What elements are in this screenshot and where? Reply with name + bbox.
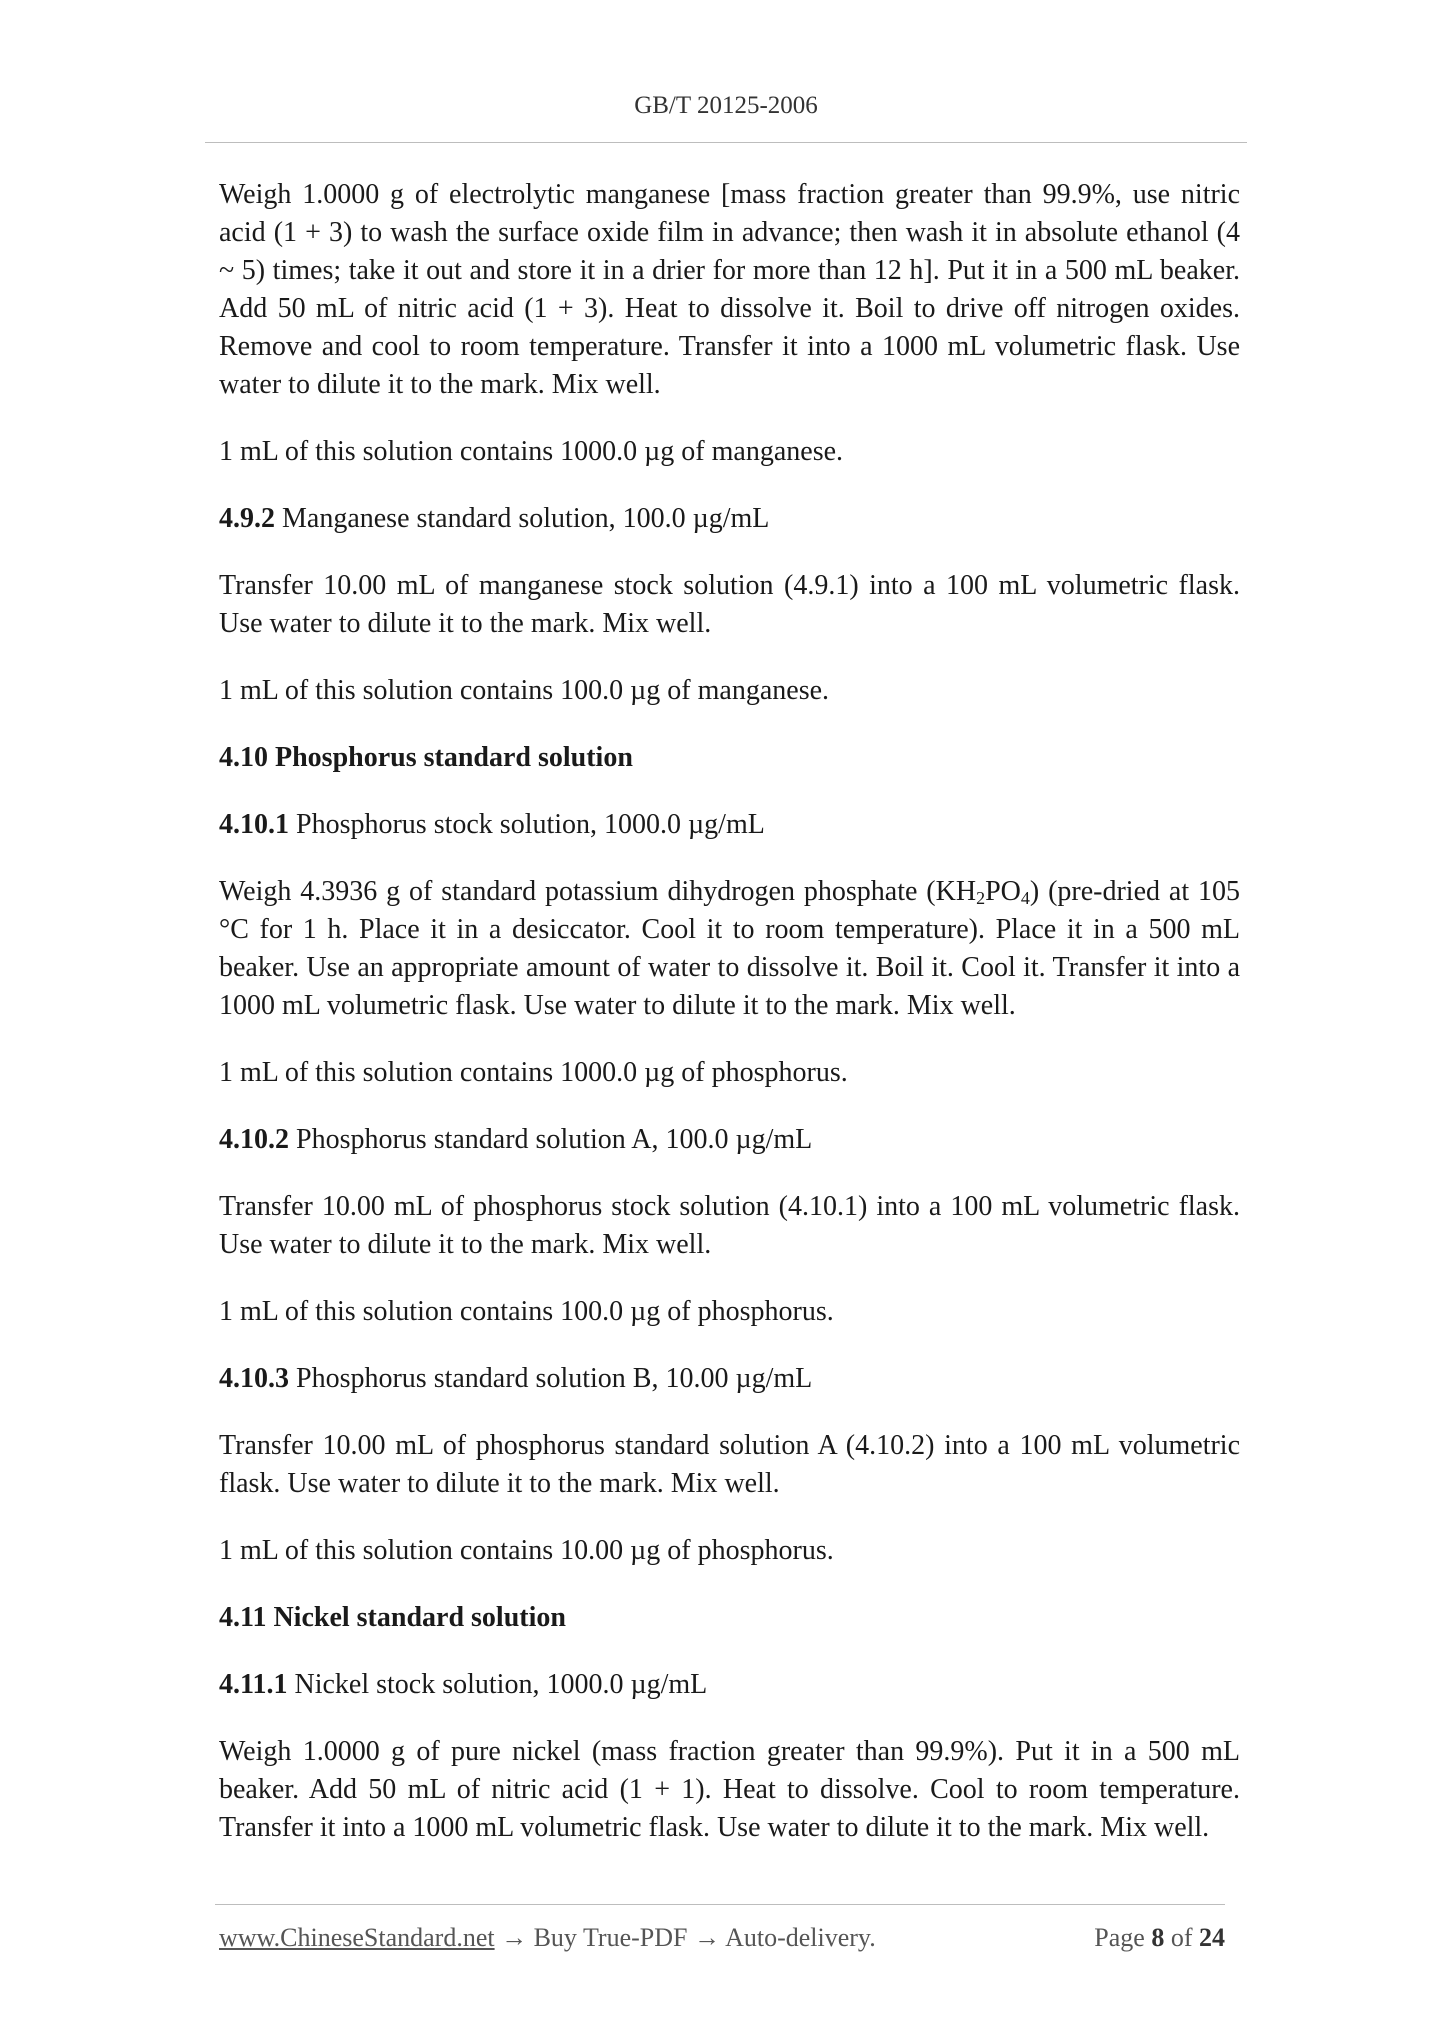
text-run: PO [985,876,1021,907]
page-footer [219,1923,1225,1953]
page-number [1094,1923,1225,1953]
clause-title: Nickel stock solution, 1000.0 µg/mL [287,1669,708,1700]
section-title: 4.10 Phosphorus standard solution [219,742,633,773]
paragraph-nickel-weigh: Weigh 1.0000 g of pure nickel (mass fraction greater than 99.9%). Put it in a 500 mL beaker. Add 50 mL of nitric acid (1 + 1). Heat to dissolve. Cool to room temperature. Transfer it into a 1000 mL volumetric flask. Use water to dilute it to the mark. Mix well. [219,1736,1240,1843]
paragraph-phosphorus-concentration: 1 mL of this solution contains 1000.0 µg of phosphorus. [219,1057,848,1088]
footer-divider [215,1904,1225,1905]
paragraph-manganese-transfer: Transfer 10.00 mL of manganese stock solution (4.9.1) into a 100 mL volumetric flask. Use water to dilute it to the mark. Mix well. [219,570,1240,639]
clause-title: Manganese standard solution, 100.0 µg/mL [275,503,770,534]
clause-number: 4.10.1 [219,809,289,840]
text-run: Weigh 4.3936 g of standard potassium dihydrogen phosphate (KH [219,876,977,907]
current-page: 8 [1151,1923,1165,1952]
clause-title: Phosphorus standard solution B, 10.00 µg/mL [289,1363,813,1394]
subscript: 2 [976,888,986,908]
section-heading-4-11 [219,1599,1240,1637]
buy-true-pdf-text: Buy True-PDF [533,1923,688,1952]
page-label: Page [1094,1923,1145,1952]
clause-number: 4.10.3 [219,1363,289,1394]
clause-title: Phosphorus standard solution A, 100.0 µg/mL [289,1124,813,1155]
text-run: ) (pre-dried at 105 °C for 1 h. Place it in a desiccator. Cool it to room temperature). Place it in a 500 mL beaker. Use an appropriate amount of water to dissolve it. Boil it. Cool it. Transfer it into a 1000 mL volumetric flask. Use water to dilute it to the mark. Mix well. [219,876,1240,1021]
subscript: 4 [1020,888,1030,908]
section-title: 4.11 Nickel standard solution [219,1602,566,1633]
header-divider [205,142,1247,143]
website-link[interactable]: www.ChineseStandard.net [219,1923,495,1952]
document-body [219,176,1240,1847]
subsection-4-10-1 [219,806,1240,844]
subsection-4-11-1 [219,1666,1240,1704]
clause-title: Phosphorus stock solution, 1000.0 µg/mL [289,809,765,840]
page-of-label: of [1170,1923,1193,1952]
auto-delivery-text: Auto-delivery. [725,1923,876,1952]
clause-number: 4.9.2 [219,503,275,534]
paragraph-phosphorus-weigh [219,873,1240,1025]
total-pages: 24 [1199,1923,1225,1952]
clause-number: 4.10.2 [219,1124,289,1155]
paragraph-manganese-concentration: 1 mL of this solution contains 1000.0 µg of manganese. [219,436,844,467]
subsection-4-9-2 [219,500,1240,538]
paragraph-phosphorus-a-concentration: 1 mL of this solution contains 100.0 µg of phosphorus. [219,1296,834,1327]
clause-number: 4.11.1 [219,1669,288,1700]
subsection-4-10-2 [219,1121,1240,1159]
paragraph-manganese-standard-concentration: 1 mL of this solution contains 100.0 µg of manganese. [219,675,830,706]
subsection-4-10-3 [219,1360,1240,1398]
arrow-icon: → [694,1923,720,1952]
paragraph-phosphorus-b-concentration: 1 mL of this solution contains 10.00 µg of phosphorus. [219,1535,834,1566]
paragraph-manganese-weigh: Weigh 1.0000 g of electrolytic manganese [mass fraction greater than 99.9%, use nitric acid (1 + 3) to wash the surface oxide film in advance; then wash it in absolute ethanol (4 ~ 5) times; take it out and store it in a drier for more than 12 h]. Put it in a 500 mL beaker. Add 50 mL of nitric acid (1 + 3). Heat to dissolve it. Boil to drive off nitrogen oxides. Remove and cool to room temperature. Transfer it into a 1000 mL volumetric flask. Use water to dilute it to the mark. Mix well. [219,179,1240,400]
arrow-icon: → [501,1923,528,1952]
paragraph-phosphorus-b-transfer: Transfer 10.00 mL of phosphorus standard solution A (4.10.2) into a 100 mL volumetric flask. Use water to dilute it to the mark. Mix well. [219,1430,1240,1499]
page-header-title: GB/T 20125-2006 [634,92,818,119]
section-heading-4-10 [219,739,1240,777]
paragraph-phosphorus-a-transfer: Transfer 10.00 mL of phosphorus stock solution (4.10.1) into a 100 mL volumetric flask. Use water to dilute it to the mark. Mix well. [219,1191,1240,1260]
